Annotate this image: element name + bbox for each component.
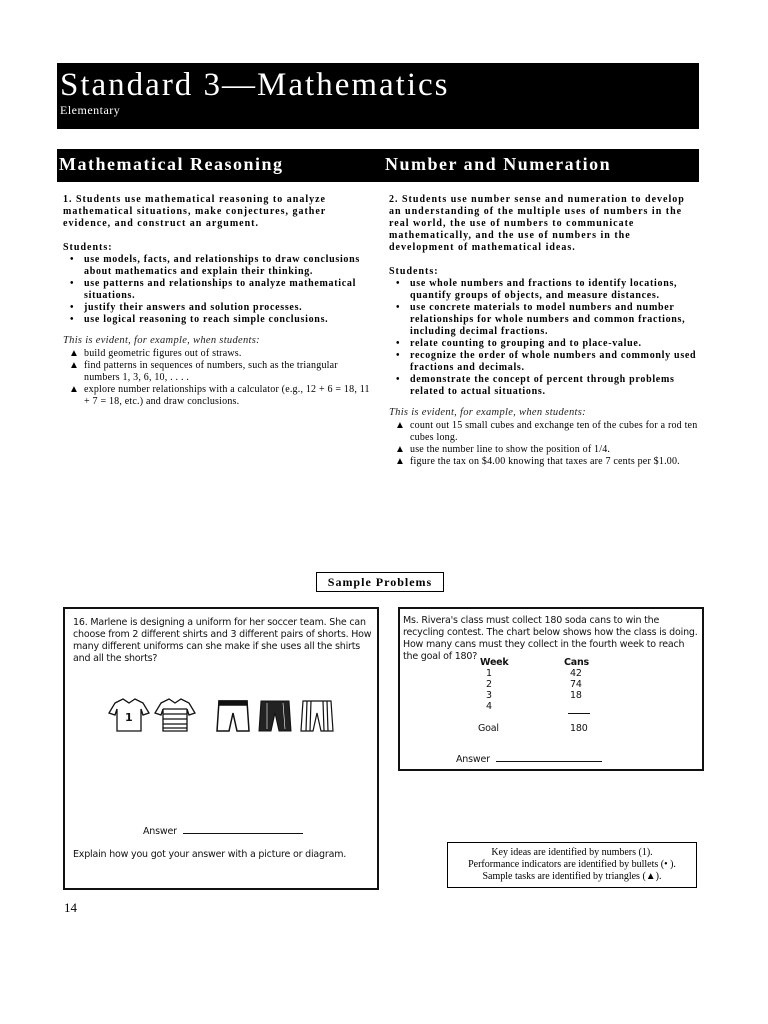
answer-field <box>456 753 602 766</box>
bullet-icon: • <box>396 338 401 349</box>
page-number: 14 <box>64 900 77 915</box>
shirt-number: 1 <box>125 711 133 724</box>
sample-problems-label: Sample Problems <box>316 572 444 592</box>
indicator-item: • use patterns and relationships to analyze mathematical situations. <box>70 278 357 301</box>
indicator-item: • use logical reasoning to reach simple conclusions. <box>70 314 329 325</box>
bullet-icon: • <box>70 302 75 313</box>
bullet-icon: • <box>70 314 75 325</box>
column-header-week: Week <box>480 657 509 668</box>
sample-tasks <box>389 420 699 468</box>
answer-label: Answer <box>143 826 177 837</box>
task-item: ▲ count out 15 small cubes and exchange ten of the cubes for a rod ten cubes long. <box>395 420 698 443</box>
indicator-item: • use models, facts, and relationships to draw conclusions about mathematics and explain their thinking. <box>70 254 360 277</box>
legend-indicators: Performance indicators are identified by bullets (• ). <box>468 859 676 870</box>
triangle-icon: ▲ <box>395 456 406 467</box>
explain-prompt: Explain how you got your answer with a picture or diagram. <box>73 849 347 860</box>
legend-box <box>447 842 697 888</box>
page-title: Standard 3—Mathematics <box>60 67 450 103</box>
bullet-icon: • <box>396 302 401 313</box>
indicator-item: • demonstrate the concept of percent through problems related to actual situations. <box>396 374 675 397</box>
task-item: ▲ build geometric figures out of straws. <box>69 348 242 359</box>
indicator-item: • use whole numbers and fractions to identify locations, quantify groups of objects, and measure distances. <box>396 278 678 301</box>
task-item: ▲ use the number line to show the position of 1/4. <box>395 444 611 455</box>
performance-indicators <box>389 278 699 398</box>
task-item: ▲ explore number relationships with a calculator (e.g., 12 + 6 = 18, 11 + 7 = 18, etc.) and draw conclusions. <box>69 384 370 407</box>
key-idea-2: 2. Students use number sense and numeration to develop an understanding of the multiple uses of numbers in the real world, the use of numbers to communicate mathematically, and the use of numbers in the development of mathematical ideas. <box>389 194 685 253</box>
bullet-icon: • <box>396 374 401 385</box>
clothing-figures <box>107 697 337 733</box>
evident-label: This is evident, for example, when students: <box>389 407 586 418</box>
dark-shorts-icon <box>259 701 291 731</box>
bullet-icon: • <box>396 278 401 289</box>
sample-tasks <box>63 348 373 408</box>
left-column <box>63 194 373 408</box>
task-item: ▲ figure the tax on $4.00 knowing that taxes are 7 cents per $1.00. <box>395 456 680 467</box>
section-heading-bar <box>57 149 699 182</box>
answer-field <box>143 825 303 838</box>
triangle-icon: ▲ <box>395 420 406 431</box>
students-label: Students: <box>389 266 439 277</box>
heading-mathematical-reasoning: Mathematical Reasoning <box>59 154 284 174</box>
sum-line <box>568 713 590 714</box>
standard-banner <box>57 63 699 129</box>
indicator-item: • use concrete materials to model numbers and number relationships for whole numbers and common fractions, including decimal fractions. <box>396 302 686 337</box>
column-header-cans: Cans <box>564 657 590 668</box>
bullet-icon: • <box>396 350 401 361</box>
triangle-icon: ▲ <box>69 348 80 359</box>
answer-label: Answer <box>456 754 490 765</box>
sample-problem-soda-cans: Ms. Rivera's class must collect 180 soda cans to win the recycling contest. The chart below shows how the class is doing. How many cans must they collect in the fourth week to reach the goal of 180? Week Cans 1 42 2 74 3 18 4 Goal 180 Answer <box>398 607 704 771</box>
indicator-item: • recognize the order of whole numbers and commonly used fractions and decimals. <box>396 350 697 373</box>
indicator-item: • relate counting to grouping and to place-value. <box>396 338 642 349</box>
evident-label: This is evident, for example, when students: <box>63 335 260 346</box>
answer-line <box>183 825 303 834</box>
answer-line <box>496 753 602 762</box>
legend-tasks: Sample tasks are identified by triangles (▲). <box>482 871 662 882</box>
problem-text: 16. Marlene is designing a uniform for her soccer team. She can choose from 2 different shirts and 3 different pairs of shorts. How many different uniforms can she make if she uses all the shirts and all the shorts? <box>73 617 372 664</box>
triangle-icon: ▲ <box>395 444 406 455</box>
bullet-icon: • <box>70 278 75 289</box>
striped-shorts-icon <box>301 701 333 731</box>
performance-indicators <box>63 254 373 326</box>
striped-shirt-icon <box>155 699 195 731</box>
indicator-item: • justify their answers and solution processes. <box>70 302 303 313</box>
right-column <box>389 194 699 468</box>
triangle-icon: ▲ <box>69 384 80 395</box>
legend-key-ideas: Key ideas are identified by numbers (1). <box>491 847 653 858</box>
bullet-icon: • <box>70 254 75 265</box>
page-subtitle: Elementary <box>60 103 121 117</box>
heading-number-numeration: Number and Numeration <box>385 154 612 174</box>
triangle-icon: ▲ <box>69 360 80 371</box>
problem-text: Ms. Rivera's class must collect 180 soda cans to win the recycling contest. The chart below shows how the class is doing. How many cans must they collect in the fourth week to reach the goal of 180? <box>403 615 698 662</box>
students-label: Students: <box>63 242 113 253</box>
task-item: ▲ find patterns in sequences of numbers, such as the triangular numbers 1, 3, 6, 10, . . . . <box>69 360 338 383</box>
shorts-icon <box>217 701 249 731</box>
sample-problem-uniforms <box>63 607 379 890</box>
key-idea-1: 1. Students use mathematical reasoning to analyze mathematical situations, make conjectures, gather evidence, and construct an argument. <box>63 194 327 229</box>
